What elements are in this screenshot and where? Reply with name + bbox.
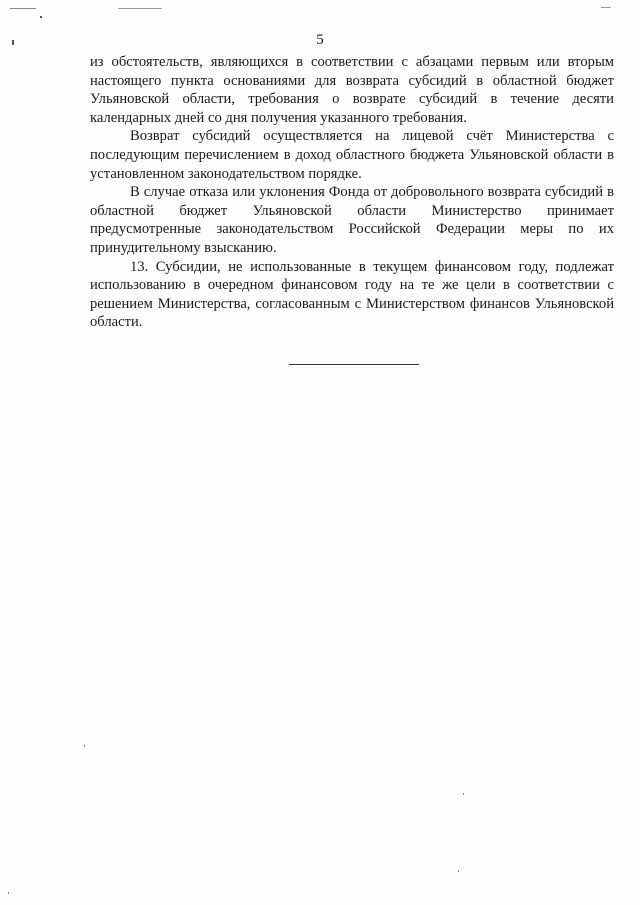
scan-artifact [118, 8, 162, 9]
document-body [90, 53, 614, 332]
paragraph: В случае отказа или уклонения Фонда от добровольного возврата субсидий в областной бюджет Ульяновской области Министерство принимает предусмотренные законодательством Российской Федерации меры по их принудительному взысканию. [90, 184, 614, 256]
end-separator-line [289, 364, 419, 365]
scan-artifact [8, 892, 9, 894]
scan-artifact [601, 7, 611, 8]
scan-artifact [84, 745, 85, 747]
paragraph: 13. Субсидии, не использованные в текущем финансовом году, подлежат использованию в очередном финансовом году на те же цели в соответствии с решением Министерства, согласованным с Министерством финансов Ульяновской области. [90, 258, 614, 331]
page-number: 5 [316, 32, 324, 48]
scan-artifact [463, 793, 464, 795]
scan-artifact [458, 870, 459, 872]
paragraph: из обстоятельств, являющихся в соответствии с абзацами первым или вторым настоящего пункта основаниями для возврата субсидий в областной бюджет Ульяновской области, требования о возврате субсидий в течение десяти календарных дней со дня получения указанного требования. [90, 54, 614, 126]
scan-artifact [10, 8, 36, 9]
scan-artifact [40, 16, 42, 18]
paragraph: Возврат субсидий осуществляется на лицевой счёт Министерства с последующим перечислением в доход областного бюджета Ульяновской области в установленном законодательством порядке. [90, 128, 614, 182]
